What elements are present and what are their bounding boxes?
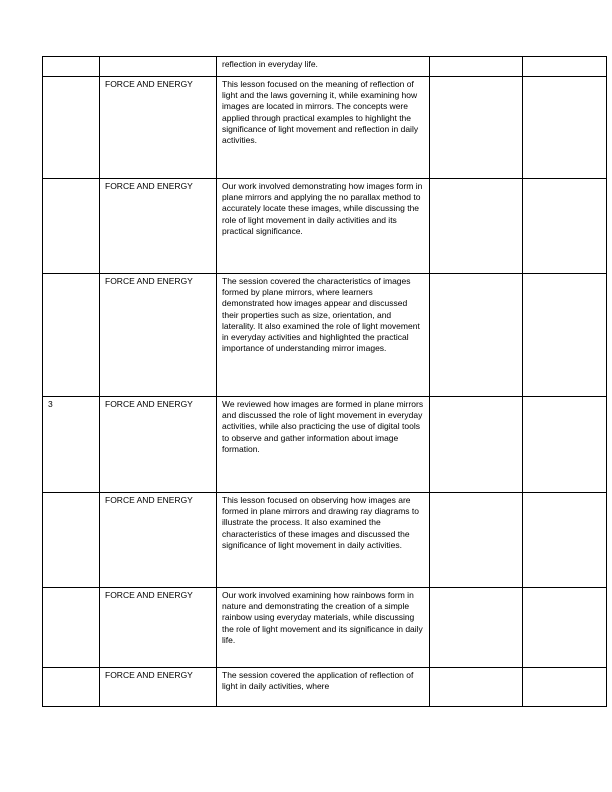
week-cell: 3 xyxy=(43,397,100,493)
strand-cell: FORCE AND ENERGY xyxy=(100,493,217,588)
description-cell: Our work involved examining how rainbows form in nature and demonstrating the creation of a simple rainbow using everyday materials, while discussing the role of light movement and its significance in daily life. xyxy=(217,588,430,668)
empty-cell xyxy=(430,588,523,668)
empty-cell xyxy=(523,77,607,179)
strand-cell xyxy=(100,57,217,77)
week-cell xyxy=(43,179,100,274)
description-cell: We reviewed how images are formed in plane mirrors and discussed the role of light movement in everyday activities, while also practicing the use of digital tools to observe and gather information about image formation. xyxy=(217,397,430,493)
description-cell: The session covered the application of reflection of light in daily activities, where xyxy=(217,668,430,707)
week-cell xyxy=(43,77,100,179)
week-cell xyxy=(43,57,100,77)
week-cell xyxy=(43,668,100,707)
empty-cell xyxy=(523,57,607,77)
description-cell: Our work involved demonstrating how images form in plane mirrors and applying the no parallax method to accurately locate these images, while discussing the role of light movement in daily activities and its practical significance. xyxy=(217,179,430,274)
description-cell: The session covered the characteristics of images formed by plane mirrors, where learners demonstrated how images appear and discussed their properties such as size, orientation, and laterality. It also examined the role of light movement in everyday activities and highlighted the practical importance of understanding mirror images. xyxy=(217,274,430,397)
description-cell: This lesson focused on observing how images are formed in plane mirrors and drawing ray diagrams to illustrate the process. It also examined the characteristics of these images and discussed the significance of light movement in daily activities. xyxy=(217,493,430,588)
empty-cell xyxy=(430,274,523,397)
table-row xyxy=(43,274,607,397)
table-row xyxy=(43,493,607,588)
empty-cell xyxy=(523,493,607,588)
empty-cell xyxy=(523,397,607,493)
strand-cell: FORCE AND ENERGY xyxy=(100,77,217,179)
strand-cell: FORCE AND ENERGY xyxy=(100,179,217,274)
description-cell: This lesson focused on the meaning of reflection of light and the laws governing it, while examining how images are located in mirrors. The concepts were applied through practical examples to highlight the significance of light movement and reflection in daily activities. xyxy=(217,77,430,179)
table-row xyxy=(43,179,607,274)
empty-cell xyxy=(430,179,523,274)
empty-cell xyxy=(430,57,523,77)
table-row xyxy=(43,588,607,668)
empty-cell xyxy=(523,668,607,707)
strand-cell: FORCE AND ENERGY xyxy=(100,397,217,493)
empty-cell xyxy=(430,493,523,588)
description-cell: reflection in everyday life. xyxy=(217,57,430,77)
table-row xyxy=(43,397,607,493)
table-row xyxy=(43,57,607,77)
week-cell xyxy=(43,493,100,588)
week-cell xyxy=(43,588,100,668)
lesson-table xyxy=(42,56,607,707)
strand-cell: FORCE AND ENERGY xyxy=(100,668,217,707)
empty-cell xyxy=(430,397,523,493)
table-row xyxy=(43,668,607,707)
strand-cell: FORCE AND ENERGY xyxy=(100,274,217,397)
week-cell xyxy=(43,274,100,397)
strand-cell: FORCE AND ENERGY xyxy=(100,588,217,668)
empty-cell xyxy=(430,668,523,707)
empty-cell xyxy=(430,77,523,179)
table-row xyxy=(43,77,607,179)
empty-cell xyxy=(523,588,607,668)
empty-cell xyxy=(523,179,607,274)
empty-cell xyxy=(523,274,607,397)
